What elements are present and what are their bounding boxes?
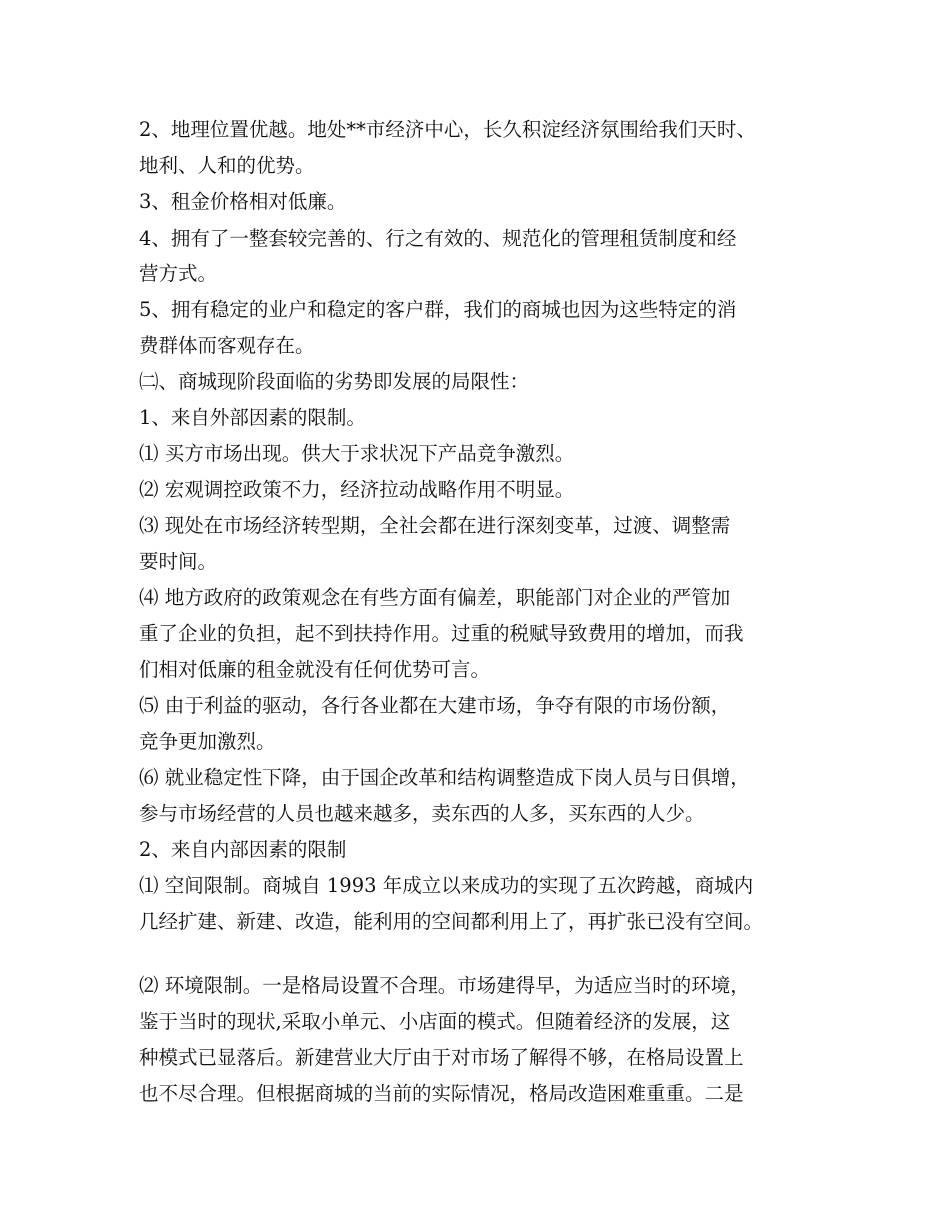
text-line: 重了企业的负担，起不到扶持作用。过重的税赋导致费用的增加，而我 bbox=[139, 622, 744, 645]
text-line: 2、地理位置优越。地处**市经济中心，长久积淀经济氛围给我们天时、 bbox=[139, 118, 756, 141]
text-line: 费群体而客观存在。 bbox=[139, 334, 315, 357]
text-line: 鉴于当时的现状,采取小单元、小店面的模式。但随着经济的发展，这 bbox=[139, 1010, 731, 1033]
section-heading: ㈡、商城现阶段面临的劣势即发展的局限性： bbox=[139, 370, 530, 393]
text-line: 4、拥有了一整套较完善的、行之有效的、规范化的管理租赁制度和经 bbox=[139, 227, 737, 250]
text-line: ⑴ 空间限制。商城自 1993 年成立以来成功的实现了五次跨越，商城内 bbox=[139, 874, 754, 897]
text-line: 地利、人和的优势。 bbox=[139, 154, 315, 177]
text-line: ⑵ 环境限制。一是格局设置不合理。市场建得早，为适应当时的环境， bbox=[139, 974, 750, 997]
text-line: 营方式。 bbox=[139, 262, 218, 285]
text-line: 5、拥有稳定的业户和稳定的客户群，我们的商城也因为这些特定的消 bbox=[139, 298, 737, 321]
subsection-heading: 2、来自内部因素的限制 bbox=[139, 838, 347, 861]
text-line: 要时间。 bbox=[139, 550, 218, 573]
text-line: 竞争更加激烈。 bbox=[139, 730, 276, 753]
text-line: ⑶ 现处在市场经济转型期，全社会都在进行深刻变革，过渡、调整需 bbox=[139, 514, 731, 537]
text-line: ⑷ 地方政府的政策观念在有些方面有偏差，职能部门对企业的严管加 bbox=[139, 586, 731, 609]
text-line: 们相对低廉的租金就没有任何优势可言。 bbox=[139, 658, 491, 681]
text-line: 种模式已显落后。新建营业大厅由于对市场了解得不够，在格局设置上 bbox=[139, 1046, 744, 1069]
text-line: ⑴ 买方市场出现。供大于求状况下产品竞争激烈。 bbox=[139, 442, 575, 465]
text-line: ⑹ 就业稳定性下降，由于国企改革和结构调整造成下岗人员与日俱增， bbox=[139, 766, 750, 789]
subsection-heading: 1、来自外部因素的限制。 bbox=[139, 406, 366, 429]
text-line: 参与市场经营的人员也越来越多，卖东西的人多，买东西的人少。 bbox=[139, 802, 705, 825]
text-line: 3、租金价格相对低廉。 bbox=[139, 190, 347, 213]
text-line: 几经扩建、新建、改造，能利用的空间都利用上了，再扩张已没有空间。 bbox=[139, 910, 764, 933]
text-line: ⑸ 由于利益的驱动，各行各业都在大建市场，争夺有限的市场份额， bbox=[139, 694, 731, 717]
text-line: 也不尽合理。但根据商城的当前的实际情况，格局改造困难重重。二是 bbox=[139, 1082, 744, 1105]
text-line: ⑵ 宏观调控政策不力，经济拉动战略作用不明显。 bbox=[139, 478, 575, 501]
